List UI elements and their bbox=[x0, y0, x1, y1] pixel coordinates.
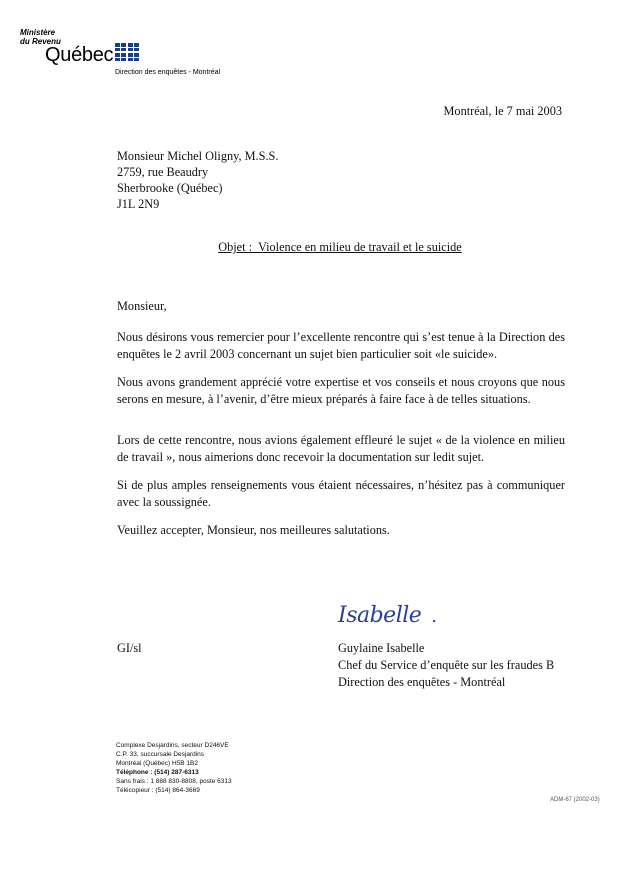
recipient-street: 2759, rue Beaudry bbox=[117, 165, 209, 179]
footer-line3: Montréal (Québec) H5B 1B2 bbox=[116, 760, 199, 767]
ministry-line2: du Revenu bbox=[20, 37, 61, 46]
initials: GI/sl bbox=[117, 641, 142, 655]
footer-phone: Téléphone : (514) 287-6313 bbox=[116, 769, 199, 776]
footer-tollfree: Sans frais : 1 888 830-8808, poste 6313 bbox=[116, 778, 232, 785]
ministry-line1: Ministère bbox=[20, 28, 56, 37]
subject-line: Objet : Violence en milieu de travail et le suicide bbox=[218, 240, 462, 254]
footer-address bbox=[116, 741, 232, 795]
signatory-title: Chef du Service d’enquête sur les fraudes B bbox=[338, 658, 555, 672]
handwritten-signature: Isabelle . bbox=[338, 603, 438, 628]
footer-line1: Complexe Desjardins, secteur D246VE bbox=[116, 742, 229, 749]
recipient-address bbox=[117, 148, 278, 212]
signatory-unit: Direction des enquêtes - Montréal bbox=[338, 675, 506, 689]
recipient-name: Monsieur Michel Oligny, M.S.S. bbox=[117, 149, 279, 163]
recipient-city: Sherbrooke (Québec) bbox=[117, 181, 223, 195]
quebec-wordmark: Québec bbox=[45, 44, 114, 66]
body-paragraph-2: Nous avons grandement apprécié votre expertise et vos conseils et nous croyons que nous serons en mesure, à l’avenir, d’être mieux préparés à faire face à de telles situations. bbox=[117, 375, 565, 406]
footer-fax: Télécopieur : (514) 864-3669 bbox=[116, 787, 200, 794]
form-code: ADM-67 (2002-03) bbox=[550, 797, 600, 803]
body-paragraph-4: Si de plus amples renseignements vous étaient nécessaires, n’hésitez pas à communiquer avec la soussignée. bbox=[117, 478, 565, 509]
date-line: Montréal, le 7 mai 2003 bbox=[443, 104, 562, 118]
footer-line2: C.P. 33, succursale Desjardins bbox=[116, 751, 205, 758]
department-name: Direction des enquêtes - Montréal bbox=[115, 69, 221, 76]
fleurdelise-flag-icon bbox=[115, 43, 140, 62]
recipient-postal: J1L 2N9 bbox=[117, 197, 160, 211]
body-paragraph-3: Lors de cette rencontre, nous avions également effleuré le sujet « de la violence en milieu de travail », nous aimerions donc recevoir la documentation sur ledit sujet. bbox=[117, 433, 565, 464]
signature-block bbox=[338, 640, 554, 691]
body-paragraph-1: Nous désirons vous remercier pour l’excellente rencontre qui s’est tenue à la Direction des enquêtes le 2 avril 2003 concernant un sujet bien particulier soit «le suicide». bbox=[117, 330, 565, 361]
signature-text: Isabelle bbox=[338, 603, 422, 628]
closing-line: Veuillez accepter, Monsieur, nos meilleures salutations. bbox=[117, 523, 390, 537]
salutation: Monsieur, bbox=[117, 299, 167, 313]
signatory-name: Guylaine Isabelle bbox=[338, 641, 425, 655]
